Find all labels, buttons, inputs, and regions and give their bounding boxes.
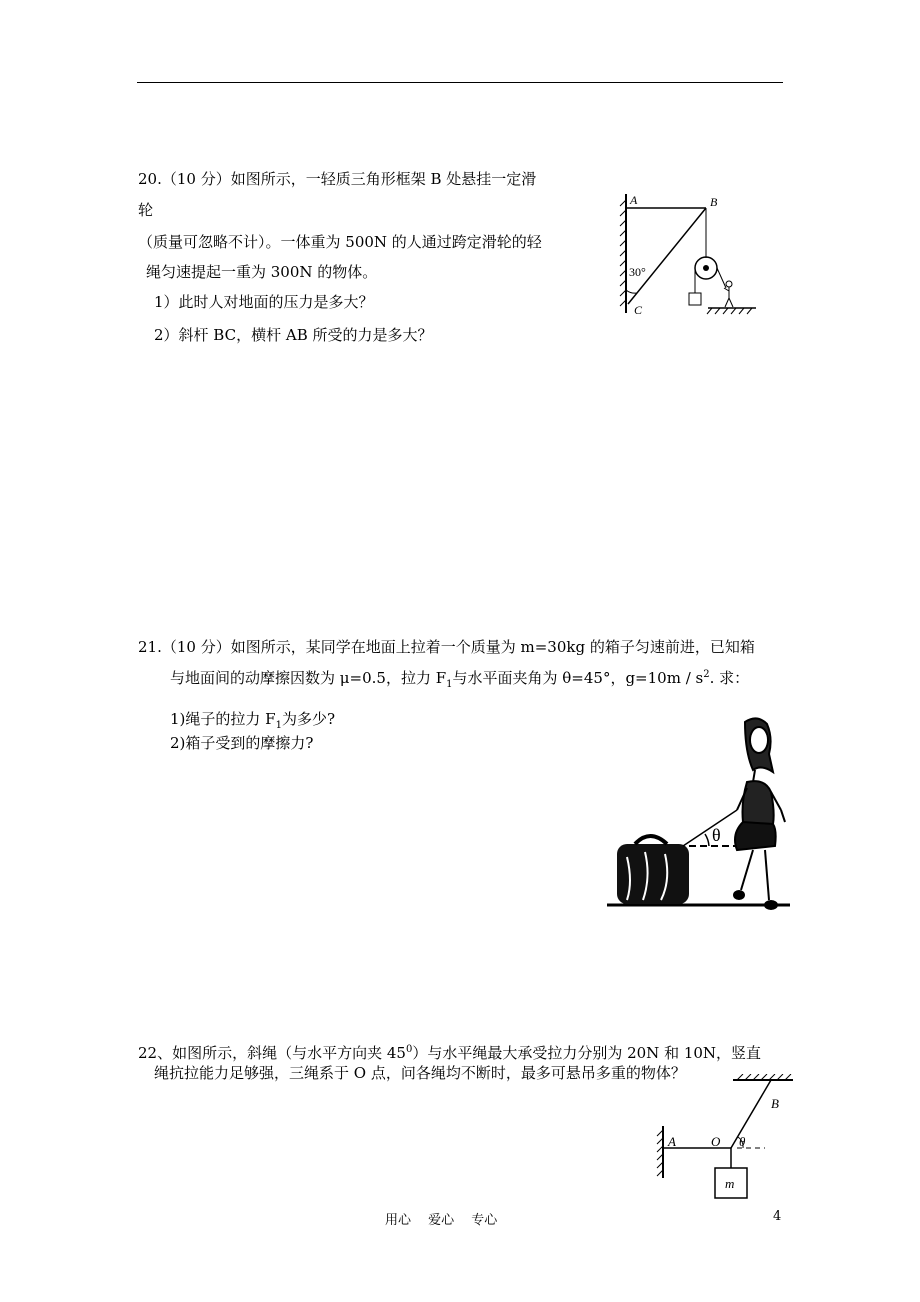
q20-label-b: B — [710, 195, 718, 209]
q20-label-a: A — [630, 193, 638, 207]
q21-sub1: 1)绳子的拉力 $F_1$为多少? — [170, 710, 335, 731]
q22-line1: 22、如图所示，斜绳（与水平方向夹 $45^0$）与水平绳最大承受拉力分别为 20N 和 10N，竖直 — [138, 1044, 762, 1062]
q20-rod-bc — [628, 208, 706, 304]
q20-line1: 20.（10 分）如图所示，一轻质三角形框架 B 处悬挂一定滑 — [138, 170, 537, 188]
q21-sub2: 2)箱子受到的摩擦力? — [170, 734, 314, 752]
q21-line2: 与地面间的动摩擦因数为 μ=0.5，拉力 $F_1$与水平面夹角为 θ=45°，$g=10m / s^2$. 求： — [170, 669, 750, 690]
q20-weight-block — [689, 293, 701, 305]
q20-ground-hatch — [707, 308, 752, 314]
page-number: 4 — [773, 1209, 782, 1224]
q20-rope-right — [717, 268, 726, 288]
q20-frame-pulley-diagram — [618, 188, 760, 318]
q21-rope — [683, 810, 737, 846]
q22-label-a: A — [668, 1134, 676, 1149]
q20-line2: 轮 — [138, 201, 154, 219]
q22-label-b: B — [771, 1096, 779, 1111]
q20-sub1: 1）此时人对地面的压力是多大？ — [154, 293, 374, 311]
q21-girl — [734, 718, 785, 909]
q21-theta-label: θ — [712, 825, 721, 845]
q20-line3: （质量可忽略不计）。一体重为 500N 的人通过跨定滑轮的轻 — [138, 233, 542, 251]
q22-three-rope-diagram — [653, 1074, 795, 1204]
q20-angle-arc — [626, 290, 637, 293]
q20-angle-label: 30° — [629, 265, 646, 279]
q22-line2: 绳抗拉能力足够强，三绳系于 O 点，问各绳均不断时，最多可悬吊多重的物体？ — [154, 1064, 686, 1082]
q21-angle-arc — [705, 834, 709, 846]
header-rule — [137, 82, 783, 83]
q21-girl-pulling-box-diagram — [605, 712, 790, 912]
q20-person — [724, 281, 733, 307]
q20-line4: 绳匀速提起一重为 300N 的物体。 — [146, 263, 378, 281]
q22-theta-label: θ — [739, 1134, 746, 1149]
q21-box — [617, 836, 689, 904]
q22-mass-label: m — [725, 1176, 735, 1191]
q22-label-o: O — [711, 1134, 721, 1149]
q20-label-c: C — [634, 303, 643, 317]
q21-line1: 21.（10 分）如图所示，某同学在地面上拉着一个质量为 m=30kg 的箱子匀速前进，已知箱 — [138, 638, 755, 656]
footer-motto: 用心 爱心 专心 — [385, 1213, 498, 1228]
q22-rope-ob — [731, 1080, 771, 1148]
q20-sub2: 2）斜杆 BC，横杆 AB 所受的力是多大？ — [154, 326, 433, 344]
q20-pulley-axle — [703, 265, 709, 271]
